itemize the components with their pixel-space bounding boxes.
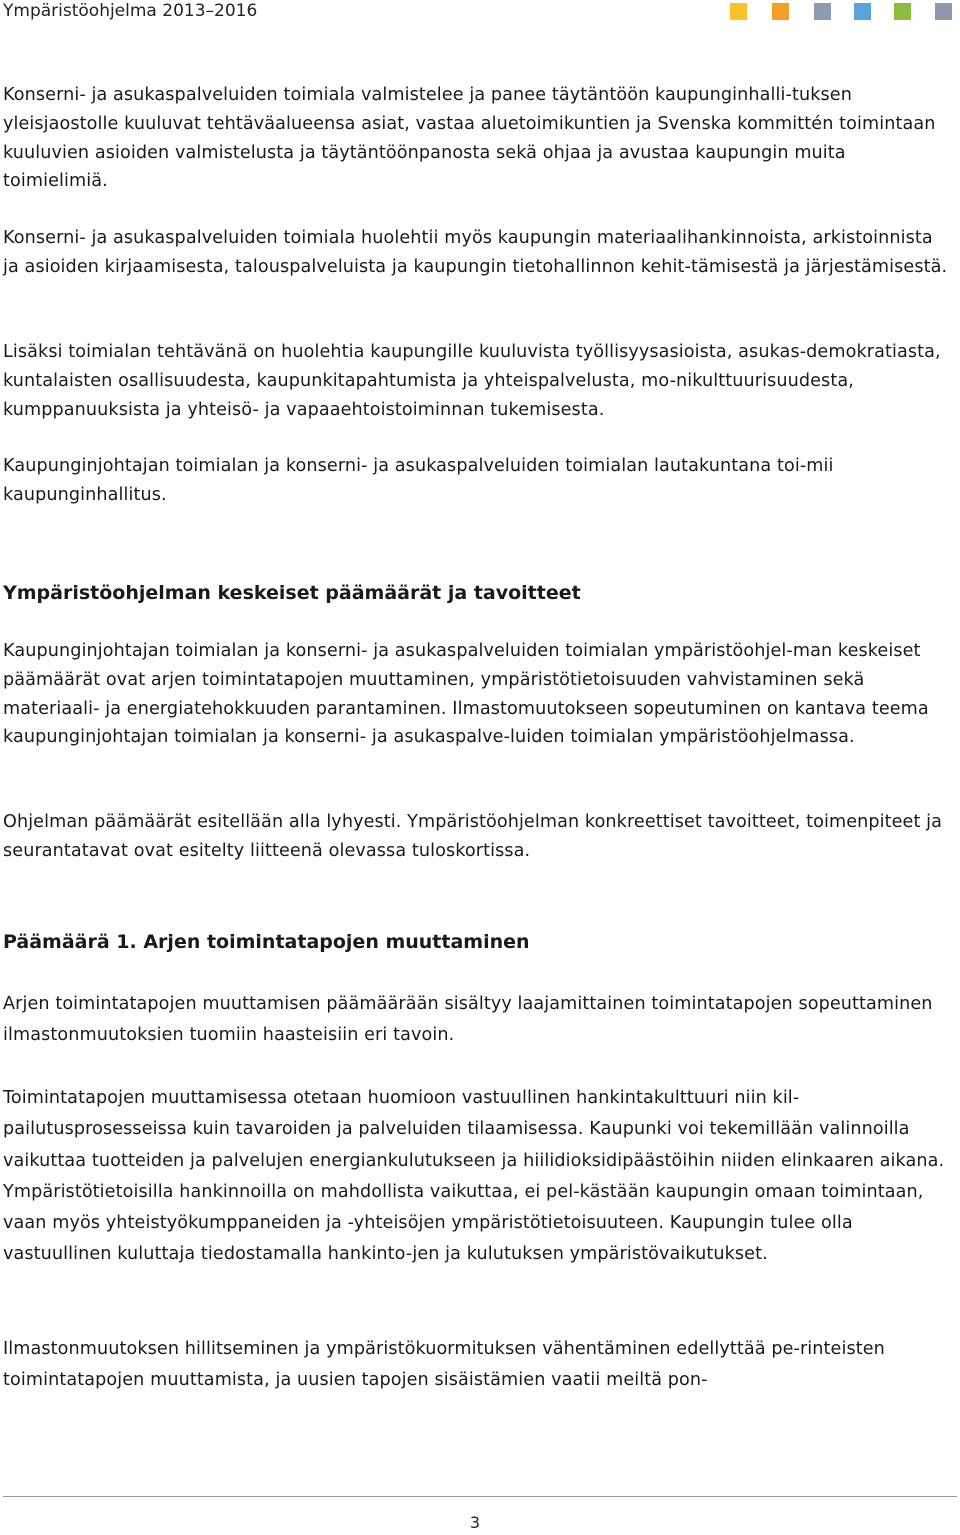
paragraph: Ilmastonmuutoksen hillitseminen ja ympäristökuormituksen vähentäminen edellyttää pe-rinteisten toimintatapojen muuttamista, ja uusien tapojen sisäistämien vaatii meiltä pon- (3, 1339, 885, 1391)
color-square (814, 3, 831, 20)
page-number (0, 1513, 960, 1533)
paragraph: Kaupunginjohtajan toimialan ja konserni- ja asukaspalveluiden toimialan lautakuntana toi-mii kaupunginhallitus. (3, 456, 834, 505)
footer-divider (3, 1496, 957, 1497)
page-number-text: 3 (469, 1513, 481, 1532)
paragraph: Konserni- ja asukaspalveluiden toimiala valmistelee ja panee täytäntöön kaupunginhalli-tuksen yleisjaostolle kuuluvat tehtäväalueensa asiat, vastaa aluetoimikuntien ja Svenska kommittén toimintaan kuuluvien asioiden valmistelusta ja täytäntöönpanosta sekä ohjaa ja avustaa kaupungin muita toimielimiä. (3, 85, 936, 192)
paragraph: Arjen toimintatapojen muuttamisen päämäärään sisältyy laajamittainen toimintatapojen sopeuttaminen ilmastonmuutoksien tuomiin haasteisiin eri tavoin. (3, 994, 933, 1046)
section-heading: Ympäristöohjelman keskeiset päämäärät ja tavoitteet (3, 582, 581, 604)
paragraph: Lisäksi toimialan tehtävänä on huolehtia kaupungille kuuluvista työllisyysasioista, asukas-demokratiasta, kuntalaisten osallisuudesta, kaupunkitapahtumista ja yhteispalvelusta, mo-nikulttuurisuudesta, kumppanuuksista ja yhteisö- ja vapaaehtoistoiminnan tukemisesta. (3, 342, 941, 420)
paragraph: Ohjelman päämäärät esitellään alla lyhyesti. Ympäristöohjelman konkreettiset tavoitteet, toimenpiteet ja seurantatavat ovat esitelty liitteenä olevassa tuloskortissa. (3, 812, 943, 861)
color-squares (730, 3, 952, 21)
paragraph: Toimintatapojen muuttamisessa otetaan huomioon vastuullinen hankintakulttuuri niin kil-pailutusprosesseissa kuin tavaroiden ja palveluiden tilaamisessa. Kaupunki voi tekemillään valinnoilla vaikuttaa tuotteiden ja palvelujen energiankulutukseen ja hiilidioksidipäästöihin niiden elinkaaren aikana. Ympäristötietoisilla hankinnoilla on mahdollista vaikuttaa, ei pel-kästään kaupungin omaan toimintaan, vaan myös yhteistyökumppaneiden ja -yhteisöjen ympäristötietoisuuteen. Kaupungin tulee olla vastuullinen kuluttaja tiedostamalla hankinto-jen ja kulutuksen ympäristövaikutukset. (3, 1088, 945, 1265)
color-square (935, 3, 952, 20)
section-heading: Päämäärä 1. Arjen toimintatapojen muuttaminen (3, 931, 530, 953)
color-square (894, 3, 911, 20)
paragraph: Konserni- ja asukaspalveluiden toimiala huolehtii myös kaupungin materiaalihankinnoista, arkistoinnista ja asioiden kirjaamisesta, talouspalveluista ja kaupungin tietohallinnon kehit-tämisestä ja järjestämisestä. (3, 228, 948, 277)
color-square (854, 3, 871, 20)
color-square (730, 3, 747, 20)
color-square (772, 3, 789, 20)
document-title: Ympäristöohjelma 2013–2016 (3, 1, 258, 21)
paragraph: Kaupunginjohtajan toimialan ja konserni- ja asukaspalveluiden toimialan ympäristöohjel-man keskeiset päämäärät ovat arjen toimintatapojen muuttaminen, ympäristötietoisuuden vahvistaminen sekä materiaali- ja energiatehokkuuden parantaminen. Ilmastomuutokseen sopeutuminen on kantava teema kaupunginjohtajan toimialan ja konserni- ja asukaspalve-luiden toimialan ympäristöohjelmassa. (3, 641, 929, 748)
